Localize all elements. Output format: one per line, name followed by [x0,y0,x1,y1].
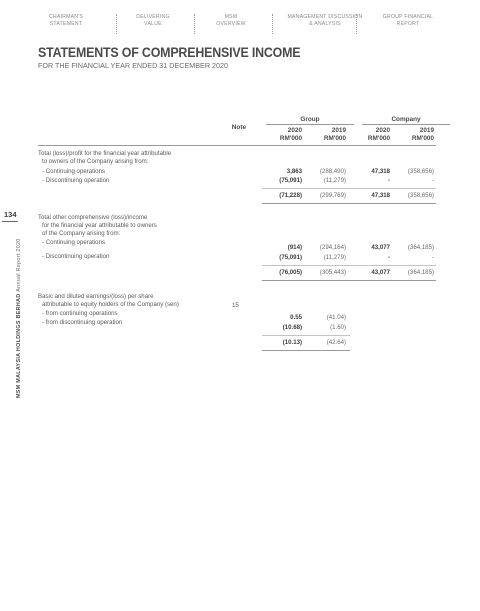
section-label: Basic and diluted earnings/(loss) per share [38,293,154,300]
column-unit: RM'000 [411,135,434,142]
cell-company-2020: - [387,254,390,261]
cell-group-2019: (294,164) [319,244,346,251]
row-label: - Discontinuing operation [42,253,110,260]
total-company-2019: (364,185) [407,269,434,276]
column-year: 2020 [375,127,390,134]
column-header-note: Note [231,124,246,131]
total-group-2020: (76,005) [279,269,302,276]
nav-item-line: OVERVIEW [216,20,246,27]
column-header-group: Group [300,116,320,123]
column-header-group-2019 [306,127,346,143]
company-header-rule [362,124,450,125]
nav-divider [116,14,117,34]
total-rule [262,203,436,204]
nav-divider [194,14,195,34]
total-group-2020: (71,228) [279,192,302,199]
page-subtitle: FOR THE FINANCIAL YEAR ENDED 31 DECEMBER 2020 [38,61,228,70]
cell-company-2020: 47,318 [371,168,390,175]
column-header-company-2019 [394,127,434,143]
side-label-company: MSM MALAYSIA HOLDINGS BERHAD [16,293,22,398]
row-label: - from continuing operations [42,310,118,317]
nav-item-line: REPORT [396,20,420,27]
cell-group-2019: (41.04) [326,314,346,321]
nav-item-msm-overview[interactable] [200,14,262,27]
section-label: to owners of the Company arising from: [42,158,149,165]
subtotal-rule [262,335,350,336]
section-label: Total other comprehensive (loss)/income [38,214,148,221]
cell-company-2019: (358,656) [407,168,434,175]
nav-divider [356,14,357,34]
nav-item-line: GROUP FINANCIAL [382,14,434,20]
row-label: - Continuing operations [42,239,106,246]
nav-item-line: MSM [224,14,238,20]
cell-group-2019: (288,490) [319,168,346,175]
row-label: - Discontinuing operation [42,177,110,184]
cell-company-2019: - [431,177,434,184]
section-label: Total (loss)/profit for the financial year attributable [38,150,172,157]
nav-item-line: DELIVERING [136,14,170,20]
note-reference: 15 [232,302,239,309]
column-header-group-2020 [262,127,302,143]
cell-group-2019: (11,279) [323,177,346,184]
column-year: 2019 [331,127,346,134]
column-unit: RM'000 [279,135,302,142]
cell-group-2020: 3,863 [286,168,302,175]
column-header-company-2020 [350,127,390,143]
nav-item-line: CHAIRMAN'S [48,14,84,20]
total-company-2020: 47,318 [371,192,390,199]
top-navigation [30,14,470,36]
cell-group-2019: (1.60) [330,324,346,331]
total-group-2020: (10.13) [282,339,302,346]
subtotal-rule [262,188,436,189]
nav-item-delivering-value[interactable] [122,14,184,27]
nav-item-line: MANAGEMENT DISCUSSION [287,14,363,20]
header-bottom-rule [38,145,436,146]
cell-group-2020: (75,091) [279,177,302,184]
page-number-rule [2,221,18,222]
column-year: 2019 [419,127,434,134]
total-group-2019: (305,443) [319,269,346,276]
side-label [16,238,22,398]
column-header-company: Company [391,116,421,123]
nav-item-group-financial-report[interactable] [362,14,454,27]
nav-item-line: VALUE [144,20,162,27]
cell-company-2020: 43,077 [371,244,390,251]
section-label: for the financial year attributable to owners [42,222,157,229]
cell-company-2020: - [387,177,390,184]
total-group-2019: (42.64) [326,339,346,346]
total-company-2019: (358,656) [407,192,434,199]
cell-group-2020: (10.68) [282,324,302,331]
group-header-rule [266,124,354,125]
column-unit: RM'000 [323,135,346,142]
nav-item-line: STATEMENT [49,20,83,27]
cell-group-2020: (75,091) [279,254,302,261]
total-group-2019: (299,769) [319,192,346,199]
total-rule [262,280,436,281]
side-label-report: Annual Report 2020 [16,238,22,292]
total-rule [262,350,350,351]
page-number: 134 [4,210,17,219]
page-title: STATEMENTS OF COMPREHENSIVE INCOME [38,45,301,60]
cell-group-2020: 0.55 [290,314,302,321]
cell-company-2019: (364,185) [407,244,434,251]
row-label: - from discontinuing operation [42,319,123,326]
section-label: of the Company arising from: [42,230,121,237]
nav-divider [272,14,273,34]
row-label: - Continuing operations [42,168,106,175]
cell-group-2020: (914) [287,244,302,251]
section-label: attributable to equity holders of the Company (sen) [42,301,179,308]
column-unit: RM'000 [367,135,390,142]
nav-item-chairmans-statement[interactable] [30,14,102,27]
subtotal-rule [262,265,436,266]
column-year: 2020 [287,127,302,134]
nav-item-line: & ANALYSIS [309,20,341,27]
total-company-2020: 43,077 [371,269,390,276]
cell-group-2019: (11,279) [323,254,346,261]
cell-company-2019: - [431,254,434,261]
